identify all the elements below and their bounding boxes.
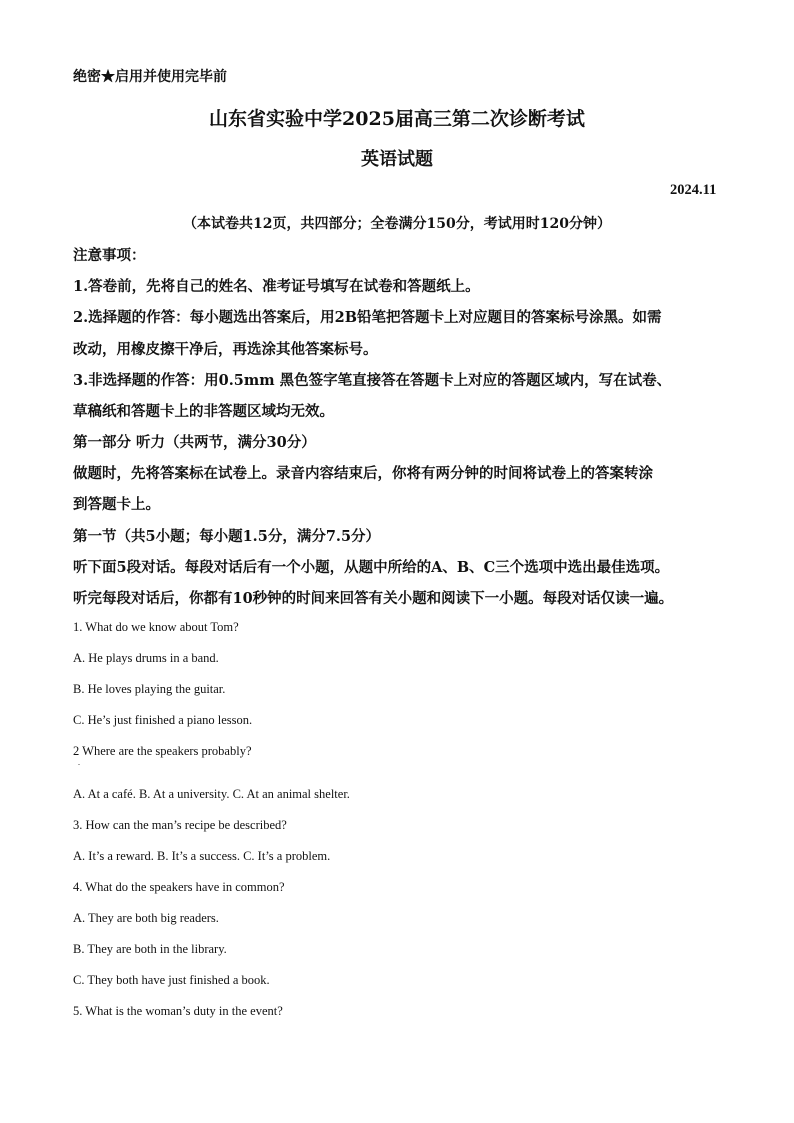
question-4: 4. What do the speakers have in common? bbox=[73, 880, 285, 894]
question-4-option-b: B. They are both in the library. bbox=[73, 942, 227, 956]
question-2: 2 Where are the speakers probably? bbox=[73, 744, 252, 758]
exam-date: 2024.11 bbox=[670, 182, 717, 198]
question-1-option-b: B. He loves playing the guitar. bbox=[73, 682, 226, 696]
question-5: 5. What is the woman’s duty in the event? bbox=[73, 1004, 283, 1018]
section1-instruction-line-1: 听下面5段对话。每段对话后有一个小题，从题中所给的A、B、C三个选项中选出最佳选项。 bbox=[73, 559, 670, 576]
question-4-option-c: C. They both have just finished a book. bbox=[73, 973, 270, 987]
question-2-stray-dot: . bbox=[78, 758, 80, 767]
note-item-2-line-1: 2.选择题的作答：每小题选出答案后，用2B铅笔把答题卡上对应题目的答案标号涂黑。如需 bbox=[73, 309, 662, 326]
exam-title: 山东省实验中学2025届高三第二次诊断考试 bbox=[209, 108, 585, 130]
part1-instruction-line-2: 到答题卡上。 bbox=[73, 496, 160, 513]
note-item-3-line-2: 草稿纸和答题卡上的非答题区域均无效。 bbox=[73, 403, 334, 420]
part1-instruction-line-1: 做题时，先将答案标在试卷上。录音内容结束后，你将有两分钟的时间将试卷上的答案转涂 bbox=[73, 465, 653, 482]
note-item-3-line-1: 3.非选择题的作答：用0.5mm 黑色签字笔直接答在答题卡上对应的答题区域内，写在试卷、 bbox=[73, 372, 672, 389]
note-item-2-line-2: 改动，用橡皮擦干净后，再选涂其他答案标号。 bbox=[73, 341, 378, 358]
question-1: 1. What do we know about Tom? bbox=[73, 620, 239, 634]
exam-info: （本试卷共12页，共四部分；全卷满分150分，考试用时120分钟） bbox=[183, 216, 611, 232]
question-1-option-a: A. He plays drums in a band. bbox=[73, 651, 219, 665]
question-3-options: A. It’s a reward. B. It’s a success. C. It’s a problem. bbox=[73, 849, 331, 863]
section1-instruction-line-2: 听完每段对话后，你都有10秒钟的时间来回答有关小题和阅读下一小题。每段对话仅读一遍。 bbox=[73, 590, 674, 607]
question-1-option-c: C. He’s just finished a piano lesson. bbox=[73, 713, 253, 727]
notes-heading: 注意事项： bbox=[73, 247, 146, 264]
question-3: 3. How can the man’s recipe be described? bbox=[73, 818, 287, 832]
section1-heading: 第一节（共5小题；每小题1.5分，满分7.5分） bbox=[73, 528, 381, 545]
note-item-1: 1.答卷前，先将自己的姓名、准考证号填写在试卷和答题纸上。 bbox=[73, 278, 480, 295]
question-2-options: A. At a café. B. At a university. C. At an animal shelter. bbox=[73, 787, 350, 801]
confidential-label: 绝密★启用并使用完毕前 bbox=[73, 69, 227, 85]
question-4-option-a: A. They are both big readers. bbox=[73, 911, 219, 925]
subject-title: 英语试题 bbox=[361, 149, 433, 170]
part1-heading: 第一部分 听力（共两节，满分30分） bbox=[73, 434, 316, 451]
